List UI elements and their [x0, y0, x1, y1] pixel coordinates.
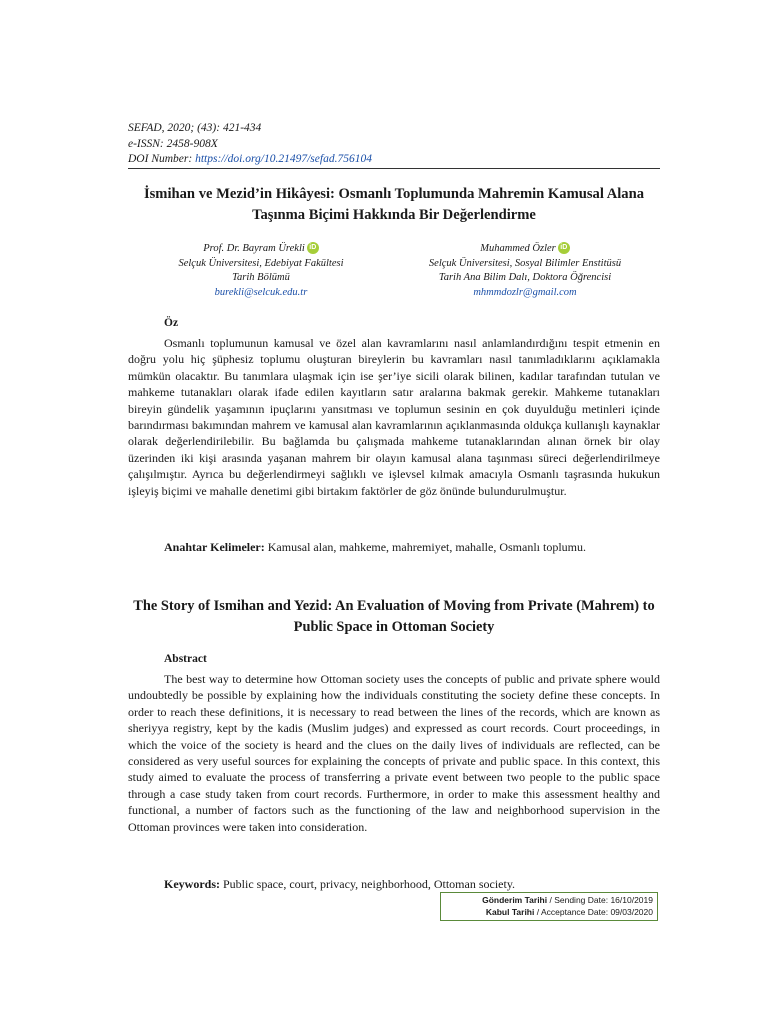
- sending-date: [445, 895, 653, 907]
- oz-keywords-list: Kamusal alan, mahkeme, mahremiyet, mahalle, Osmanlı toplumu.: [264, 540, 587, 554]
- author-1-affiliation: Selçuk Üniversitesi, Edebiyat Fakültesi: [178, 257, 344, 269]
- header-divider: [128, 168, 660, 169]
- journal-citation: SEFAD, 2020; (43): 421-434: [128, 122, 262, 134]
- oz-keywords: [128, 539, 660, 555]
- abstract-keywords-label: Keywords:: [164, 877, 220, 891]
- oz-text: Osmanlı toplumunun kamusal ve özel alan kavramlarını nasıl anlamlandırdığını tespit etmenin en doğru yolu hiç şüphesiz toplumu oluşturan bireylerin bu kavramları nasıl tanımladıklarını açıklamakla mümkün olacaktır. Bu tanımlara ulaşmak için ise şer’iye sicili olarak bilinen, kadılar tarafından tutulan ve mahkeme tutanakları olarak ifade edilen kayıtların satır aralarına bakmak gerekir. Mahkeme tutanakları bireyin gündelik yaşamının ipuçlarını yansıtması ve toplumun sesinin en çok duyulduğu metinleri içinde barındırması bakımından mahrem ve kamusal alan kavramlarının açıklanmasında oldukça kullanışlı kaynaklar olarak değerlendirilebilir. Bu bağlamda bu çalışmada mahkeme tutanaklarından alınan örnek bir olay üzerinden iki kişi arasında yaşanan mahrem bir olayın kamusal alana taşınması süreci değerlendirilmeye çalışılmıştır. Ayrıca bu değerlendirmeyi sağlıklı ve işlevsel kılmak amacıyla Osmanlı taşrasında hukukun işleyiş biçimi ve mahalle denetimi gibi birtakım faktörler de göz önünde bulundurulmuştur.: [128, 336, 660, 498]
- orcid-icon[interactable]: iD: [307, 242, 319, 254]
- author-2-name: Muhammed Özler: [480, 243, 556, 254]
- abstract-text: The best way to determine how Ottoman society uses the concepts of public and private sphere would undoubtedly be possible by explaining how the individuals constituting the society define these concepts. In order to reach these definitions, it is necessary to read between the lines of the records, which are known as sheriyya registry, kept by the kadis (Muslim judges) and expressed as court records. Court proceedings, in which the voice of the society is heard and the clues on the daily lives of individuals are reflected, can be considered as very useful sources for explaining the concepts of private and public space. In this context, this study aimed to evaluate the process of transferring a private event between two people to the public space through a case study taken from court records. Furthermore, in order to make this assessment healthy and functional, a number of factors such as the functioning of the law and neighborhood supervision in the Ottoman provinces were taken into consideration.: [128, 672, 660, 834]
- acceptance-date-value: / Acceptance Date: 09/03/2020: [534, 906, 653, 917]
- author-1-email[interactable]: burekli@selcuk.edu.tr: [214, 286, 308, 298]
- acceptance-date-label: Kabul Tarihi: [485, 906, 535, 917]
- author-2-department: Tarih Ana Bilim Dalı, Doktora Öğrencisi: [438, 272, 612, 283]
- sending-date-value: / Sending Date: 16/10/2019: [547, 895, 653, 905]
- journal-doi: [128, 152, 372, 168]
- journal-header: [128, 121, 372, 168]
- abstract-keywords: [128, 876, 660, 892]
- author-1-department: Tarih Bölümü: [232, 272, 290, 283]
- orcid-icon[interactable]: iD: [558, 242, 570, 254]
- doi-link[interactable]: https://doi.org/10.21497/sefad.756104: [195, 153, 372, 165]
- acceptance-date: [445, 907, 653, 919]
- oz-heading: Öz: [164, 317, 179, 329]
- oz-keywords-label: Anahtar Kelimeler:: [164, 540, 265, 554]
- abstract-heading: Abstract: [164, 653, 207, 665]
- author-1-name: Prof. Dr. Bayram Ürekli: [203, 243, 305, 254]
- author-2-affiliation: Selçuk Üniversitesi, Sosyal Bilimler Enstitüsü: [428, 257, 622, 269]
- author-2-email[interactable]: mhmmdozlr@gmail.com: [473, 286, 577, 298]
- journal-eissn: e-ISSN: 2458-908X: [128, 137, 218, 150]
- author-2: [400, 242, 650, 300]
- paper-title-english: The Story of Ismihan and Yezid: An Evaluation of Moving from Private (Mahrem) to Public Space in Ottoman Society: [133, 598, 655, 635]
- submission-dates-box: [440, 892, 658, 921]
- paper-title-turkish: İsmihan ve Mezid’in Hikâyesi: Osmanlı Toplumunda Mahremin Kamusal Alana Taşınma Biçimi Hakkında Bir Değerlendirme: [143, 186, 645, 223]
- author-1: [136, 242, 386, 300]
- abstract-keywords-list: Public space, court, privacy, neighborhood, Ottoman society.: [220, 877, 516, 891]
- sending-date-label: Gönderim Tarihi: [482, 895, 548, 905]
- doi-label: DOI Number:: [128, 153, 196, 165]
